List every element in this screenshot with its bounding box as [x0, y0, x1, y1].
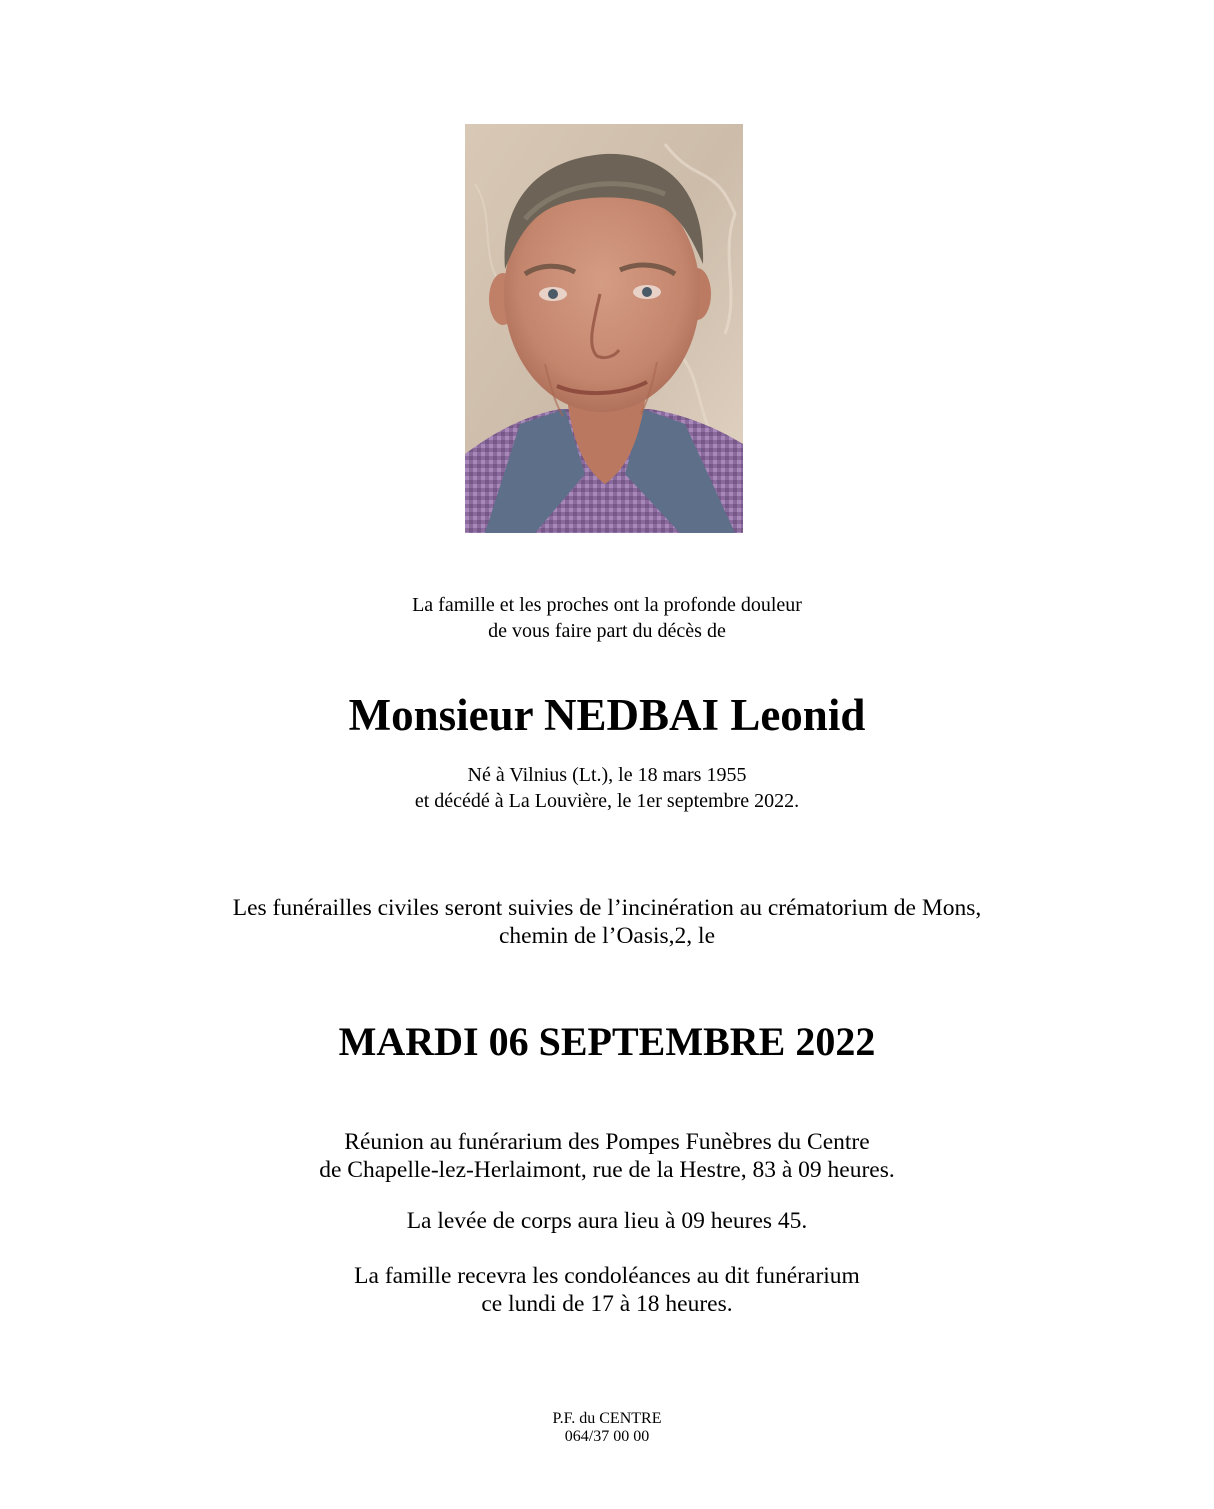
reunion-text: [0, 1128, 1214, 1184]
death-line: et décédé à La Louvière, le 1er septembre 2022.: [414, 790, 800, 812]
birth-line: Né à Vilnius (Lt.), le 18 mars 1955: [467, 764, 747, 786]
levee-line: La levée de corps aura lieu à 09 heures 45.: [406, 1208, 808, 1234]
ceremony-date-text: MARDI 06 SEPTEMBRE 2022: [338, 1019, 876, 1064]
intro-line-1: La famille et les proches ont la profonde douleur: [412, 594, 802, 616]
intro-line-2: de vous faire part du décès de: [488, 620, 726, 642]
funeral-home-footer: [0, 1410, 1214, 1446]
reunion-line-1: Réunion au funérarium des Pompes Funèbres du Centre: [344, 1129, 870, 1155]
levee-text: [0, 1207, 1214, 1235]
portrait-photo: [465, 124, 743, 533]
ceremony-date: [0, 1018, 1214, 1066]
deceased-name: [0, 688, 1214, 742]
birth-death-dates: [0, 762, 1214, 814]
condolences-line-2: ce lundi de 17 à 18 heures.: [481, 1291, 733, 1317]
funeral-line-1: Les funérailles civiles seront suivies de l’incinération au crématorium de Mons,: [232, 895, 982, 921]
footer-phone: 064/37 00 00: [564, 1428, 650, 1445]
footer-company: P.F. du CENTRE: [552, 1410, 662, 1427]
condolences-line-1: La famille recevra les condoléances au dit funérarium: [354, 1263, 860, 1289]
condolences-text: [0, 1262, 1214, 1318]
deceased-name-text: Monsieur NEDBAI Leonid: [348, 690, 866, 740]
reunion-line-2: de Chapelle-lez-Herlaimont, rue de la Hestre, 83 à 09 heures.: [319, 1157, 895, 1183]
funeral-line-2: chemin de l’Oasis,2, le: [498, 923, 715, 949]
funeral-text: [0, 894, 1214, 950]
intro-text: [0, 592, 1214, 644]
